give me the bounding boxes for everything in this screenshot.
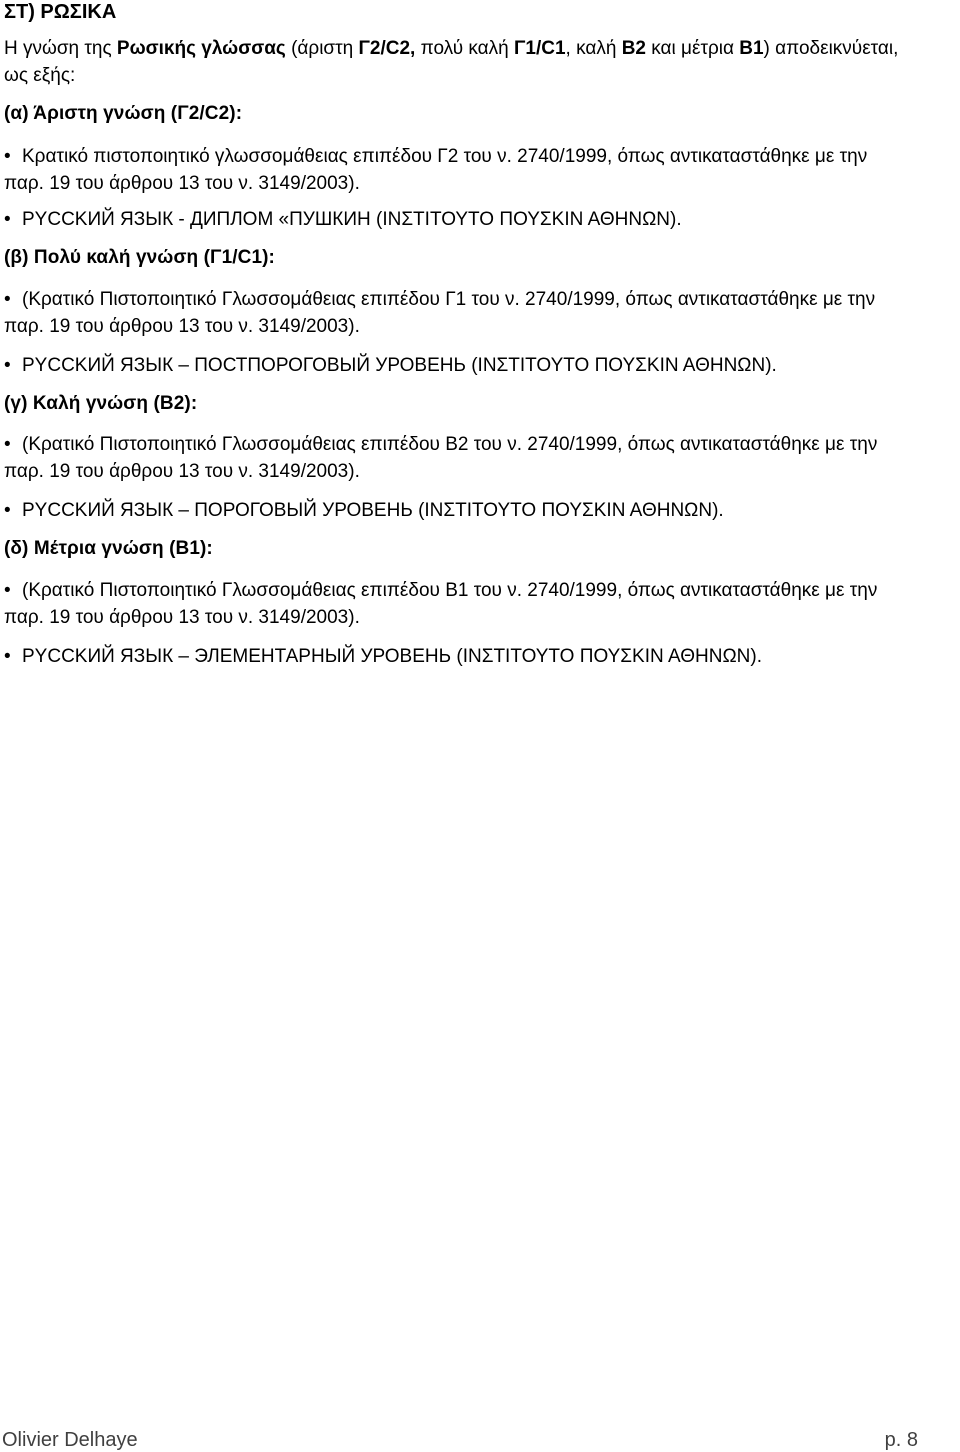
footer-page-number: p. 8 [884,1429,918,1451]
list-item-continuation: παρ. 19 του άρθρου 13 του ν. 3149/2003). [4,173,360,194]
bullet-icon: • [4,500,11,521]
bullet-icon: • [4,289,11,310]
list-item: • ΡΥCCKИЙ ЯЗЫК – ПОСТПОРОГОВЫЙ УРОВЕНЬ (ΙΝΣΤΙΤΟΥΤΟ ΠΟΥΣΚΙΝ ΑΘΗΝΩΝ). [4,355,777,376]
list-item: • ΡΥCCKИЙ ЯЗЫК – ПОРОГОВЫЙ УРОВЕНЬ (ΙΝΣΤΙΤΟΥΤΟ ΠΟΥΣΚΙΝ ΑΘΗΝΩΝ). [4,500,724,521]
intro-paragraph-line2: ως εξής: [4,65,76,86]
intro-paragraph: Η γνώση της Ρωσικής γλώσσας (άριστη Γ2/C2, πολύ καλή Γ1/C1, καλή Β2 και μέτρια Β1) αποδεικνύεται, [4,38,899,59]
bullet-icon: • [4,434,11,455]
bullet-icon: • [4,146,11,167]
level-heading-good: (γ) Καλή γνώση (Β2): [4,393,198,414]
footer-author: Olivier Delhaye [2,1429,138,1451]
list-item: • ΡΥCCKИЙ ЯЗЫК – ЭЛЕМЕНТАРНЫЙ УРОВЕНЬ (ΙΝΣΤΙΤΟΥΤΟ ΠΟΥΣΚΙΝ ΑΘΗΝΩΝ). [4,646,762,667]
level-heading-moderate: (δ) Μέτρια γνώση (Β1): [4,538,213,559]
list-item: • ΡΥCCKИЙ ЯЗЫК - ДИПЛОМ «ПУШКИН (ΙΝΣΤΙΤΟΥΤΟ ΠΟΥΣΚΙΝ ΑΘΗΝΩΝ). [4,209,682,230]
list-item: • (Κρατικό Πιστοποιητικό Γλωσσομάθειας επιπέδου Β1 του ν. 2740/1999, όπως αντικαταστάθηκε με την [4,580,878,601]
bullet-icon: • [4,209,11,230]
list-item-continuation: παρ. 19 του άρθρου 13 του ν. 3149/2003). [4,316,360,337]
list-item: • (Κρατικό Πιστοποιητικό Γλωσσομάθειας επιπέδου Γ1 του ν. 2740/1999, όπως αντικαταστάθηκε με την [4,289,876,310]
section-title: ΣΤ) ΡΩΣΙΚΑ [4,1,117,23]
bullet-icon: • [4,580,11,601]
list-item: • Κρατικό πιστοποιητικό γλωσσομάθειας επιπέδου Γ2 του ν. 2740/1999, όπως αντικαταστάθηκε με την [4,146,868,167]
list-item: • (Κρατικό Πιστοποιητικό Γλωσσομάθειας επιπέδου Β2 του ν. 2740/1999, όπως αντικαταστάθηκε με την [4,434,878,455]
list-item-continuation: παρ. 19 του άρθρου 13 του ν. 3149/2003). [4,461,360,482]
list-item-continuation: παρ. 19 του άρθρου 13 του ν. 3149/2003). [4,607,360,628]
level-heading-very-good: (β) Πολύ καλή γνώση (Γ1/C1): [4,247,275,268]
level-heading-excellent: (α) Άριστη γνώση (Γ2/C2): [4,103,243,124]
language-name: Ρωσικής γλώσσας [116,38,286,59]
bullet-icon: • [4,646,11,667]
bullet-icon: • [4,355,11,376]
